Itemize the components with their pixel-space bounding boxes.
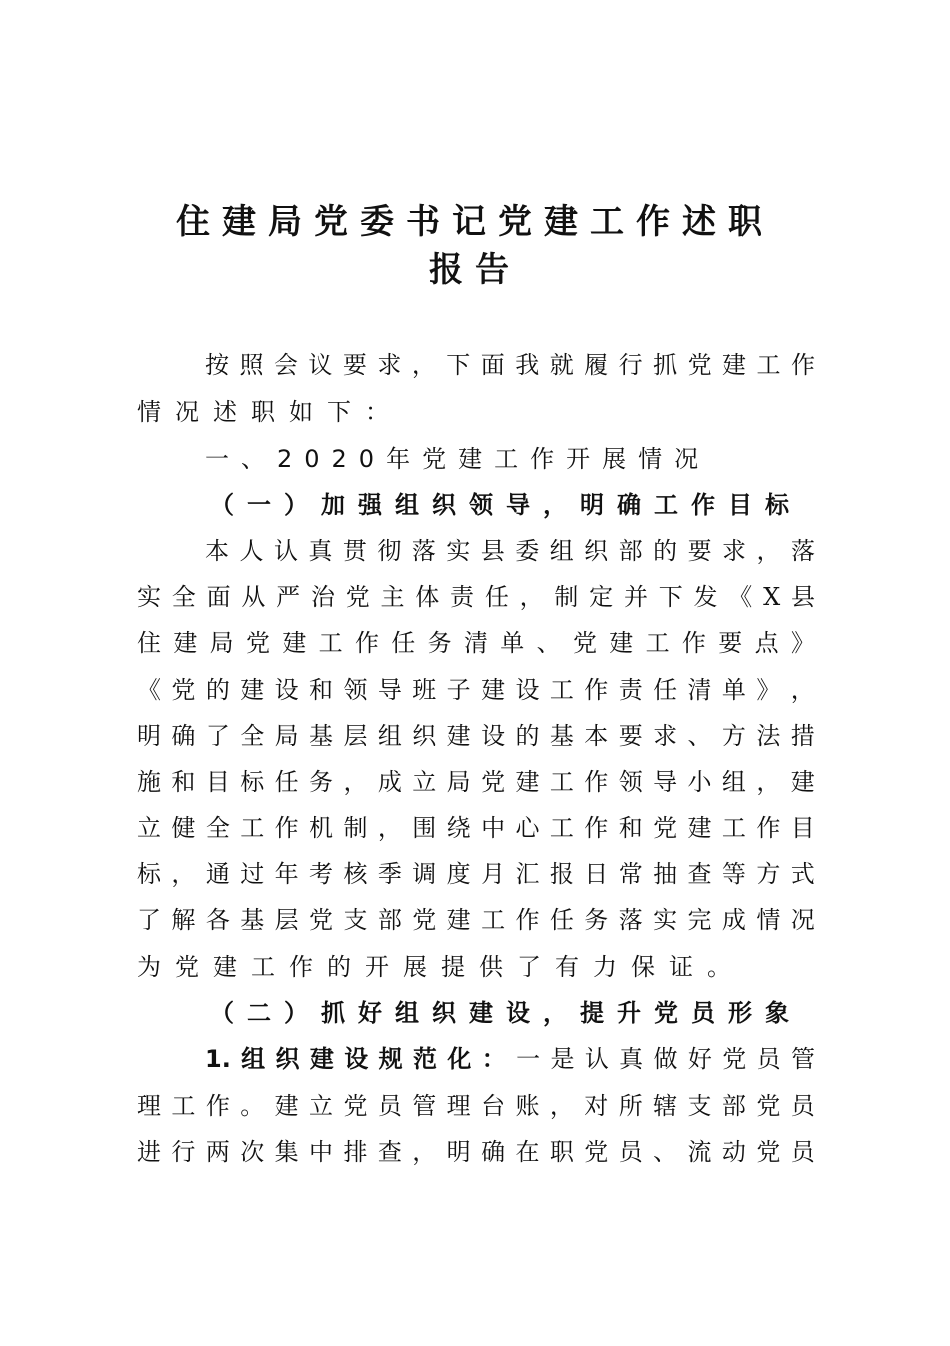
paragraph-line: 住 建 局 党 建 工 作 任 务 清 单 、 党 建 工 作 要 点 》 (137, 629, 815, 657)
paragraph-line: 了 解 各 基 层 党 支 部 党 建 工 作 任 务 落 实 完 成 情 况 (137, 906, 815, 934)
paragraph-line: 立 健 全 工 作 机 制 ， 围 绕 中 心 工 作 和 党 建 工 作 目 (137, 814, 815, 842)
paragraph-line: 本 人 认 真 贯 彻 落 实 县 委 组 织 部 的 要 求 ， 落 (205, 537, 815, 565)
subsection-heading: （ 二 ） 抓 好 组 织 建 设 ， 提 升 党 员 形 象 (210, 999, 802, 1027)
paragraph-line (205, 1047, 815, 1073)
section-heading: 一、2020年党建工作开展情况 (205, 445, 711, 473)
paragraph-line: 按 照 会 议 要 求 ， 下 面 我 就 履 行 抓 党 建 工 作 (205, 351, 815, 379)
document-title-line-2: 报告 (429, 250, 521, 290)
paragraph-line: 进 行 两 次 集 中 排 查 ， 明 确 在 职 党 员 、 流 动 党 员 (137, 1138, 815, 1166)
paragraph-line: 理 工 作 。 建 立 党 员 管 理 台 账 ， 对 所 辖 支 部 党 员 (137, 1092, 815, 1120)
paragraph-line: 施 和 目 标 任 务 ， 成 立 局 党 建 工 作 领 导 小 组 ， 建 (137, 768, 815, 796)
paragraph-line: 明 确 了 全 局 基 层 组 织 建 设 的 基 本 要 求 、 方 法 措 (137, 722, 815, 750)
paragraph-line: 为党建工作的开展提供了有力保证。 (137, 953, 745, 981)
document-title-line-1: 住建局党委书记党建工作述职 (176, 202, 774, 242)
item-lead-text: 一是认真做好党员管 (516, 1045, 815, 1073)
paragraph-line: 情况述职如下： (137, 398, 403, 426)
subsection-heading: （ 一 ） 加 强 组 织 领 导 ， 明 确 工 作 目 标 (210, 491, 802, 519)
paragraph-line: 《 党 的 建 设 和 领 导 班 子 建 设 工 作 责 任 清 单 》 ， (137, 676, 815, 704)
item-lead-label: 1.组织建设规范化： (205, 1045, 517, 1073)
paragraph-line: 标 ， 通 过 年 考 核 季 调 度 月 汇 报 日 常 抽 查 等 方 式 (137, 860, 815, 888)
paragraph-line: 实 全 面 从 严 治 党 主 体 责 任 ， 制 定 并 下 发 《 X 县 (137, 583, 815, 611)
